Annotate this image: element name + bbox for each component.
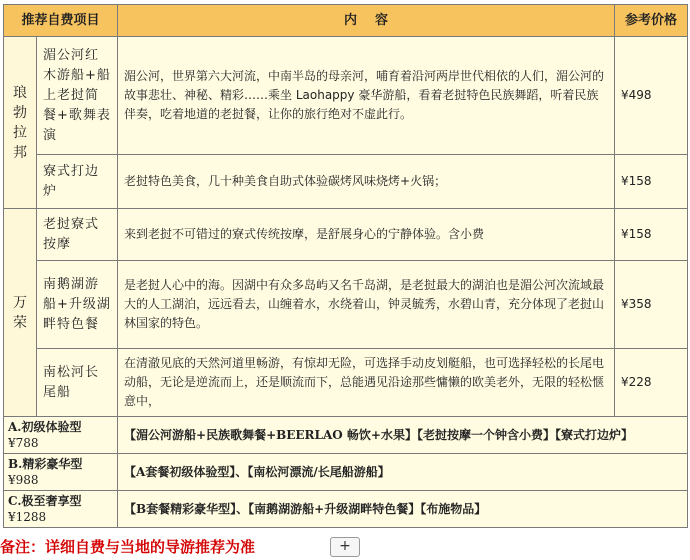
region-vang-vieng: 万荣 bbox=[4, 209, 37, 417]
package-label bbox=[4, 491, 118, 528]
package-name: B.精彩豪华型 bbox=[8, 457, 83, 471]
item-name: 寮式打边炉 bbox=[37, 155, 118, 209]
footer-note: 备注：详细自费与当地的导游推荐为准 bbox=[0, 538, 256, 556]
header-price: 参考价格 bbox=[615, 5, 688, 37]
package-content: 【湄公河游船+民族歌舞餐+BEERLAO 畅饮+水果】【老挝按摩一个钟含小费】【寮式打边炉】 bbox=[118, 417, 688, 454]
item-name: 老挝寮式按摩 bbox=[37, 209, 118, 261]
header-content: 内 容 bbox=[118, 5, 615, 37]
table-row bbox=[4, 209, 688, 261]
table-row bbox=[4, 37, 688, 155]
package-row bbox=[4, 491, 688, 528]
package-label bbox=[4, 417, 118, 454]
item-price: ¥158 bbox=[615, 155, 688, 209]
item-content: 老挝特色美食，几十种美食自助式体验碳烤风味烧烤+火锅； bbox=[118, 155, 615, 209]
item-name: 南松河长尾船 bbox=[37, 349, 118, 417]
item-price: ¥228 bbox=[615, 349, 688, 417]
package-name: A.初级体验型 bbox=[8, 420, 82, 434]
package-row bbox=[4, 417, 688, 454]
item-price: ¥498 bbox=[615, 37, 688, 155]
table-header-row bbox=[4, 5, 688, 37]
item-price: ¥358 bbox=[615, 261, 688, 349]
package-label bbox=[4, 454, 118, 491]
item-name: 南鹅湖游船+升级湖畔特色餐 bbox=[37, 261, 118, 349]
expand-button[interactable]: + bbox=[330, 537, 360, 557]
package-row bbox=[4, 454, 688, 491]
package-content: 【A套餐初级体验型】、【南松河漂流/长尾船游船】 bbox=[118, 454, 688, 491]
region-luang-prabang: 琅勃拉邦 bbox=[4, 37, 37, 209]
item-content: 湄公河，世界第六大河流，中南半岛的母亲河，哺育着沿河两岸世代相依的人们，湄公河的故事悲壮、神秘、精彩……乘坐 Laohappy 豪华游船，看着老挝特色民族舞蹈，听着民族伴奏，吃着地道的老挝餐，让你的旅行绝对不虚此行。 bbox=[118, 37, 615, 155]
package-price: ¥988 bbox=[8, 473, 39, 487]
price-table-wrapper bbox=[3, 4, 688, 528]
item-name: 湄公河红木游船+船上老挝简餐+歌舞表演 bbox=[37, 37, 118, 155]
package-price: ¥788 bbox=[8, 436, 39, 450]
table-row bbox=[4, 349, 688, 417]
item-content: 在清澈见底的天然河道里畅游，有惊却无险，可选择手动皮划艇船，也可选择轻松的长尾电动船，无论是逆流而上，还是顺流而下，总能遇见沿途那些慵懒的欧美老外，无限的轻松惬意中， bbox=[118, 349, 615, 417]
table-row bbox=[4, 155, 688, 209]
item-content: 来到老挝不可错过的寮式传统按摩，是舒展身心的宁静体验。含小费 bbox=[118, 209, 615, 261]
header-items: 推荐自费项目 bbox=[4, 5, 118, 37]
package-content: 【B套餐精彩豪华型】、【南鹅湖游船+升级湖畔特色餐】【布施物品】 bbox=[118, 491, 688, 528]
package-name: C.极至奢享型 bbox=[8, 494, 82, 508]
item-price: ¥158 bbox=[615, 209, 688, 261]
package-price: ¥1288 bbox=[8, 510, 47, 524]
table-row bbox=[4, 261, 688, 349]
optional-items-table bbox=[3, 4, 688, 528]
item-content: 是老挝人心中的海。因湖中有众多岛屿又名千岛湖，是老挝最大的湖泊也是湄公河次流域最大的人工湖泊，远远看去，山缠着水，水绕着山，钟灵毓秀，水碧山青，充分体现了老挝山林国家的特色。 bbox=[118, 261, 615, 349]
